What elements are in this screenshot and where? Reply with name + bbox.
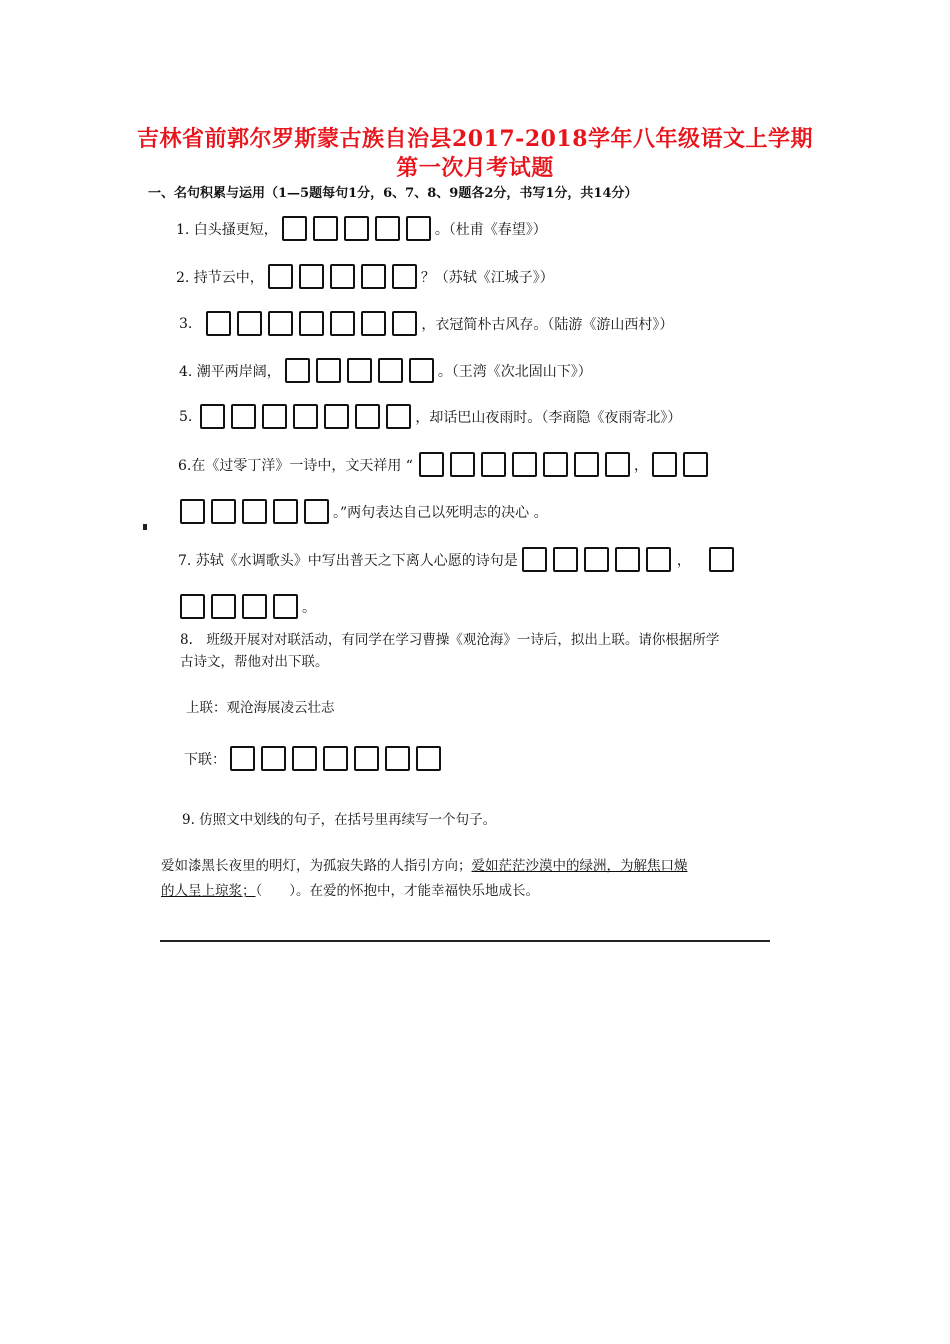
answer-box[interactable] (206, 311, 231, 336)
q4-suffix: 。（王湾《次北固山下》） (437, 363, 592, 380)
answer-box[interactable] (268, 264, 293, 289)
q6-prefix: 6.在《过零丁洋》一诗中，文天祥用 “ (178, 457, 413, 474)
q6-answer-boxes-a[interactable] (419, 452, 630, 477)
answer-box[interactable] (273, 594, 298, 619)
answer-box[interactable] (211, 594, 236, 619)
answer-box[interactable] (262, 404, 287, 429)
answer-box[interactable] (375, 216, 400, 241)
answer-box[interactable] (285, 358, 310, 383)
q9-passage-line1 (161, 855, 688, 878)
answer-box[interactable] (282, 216, 307, 241)
q9-underlined-sentence-a: 爱如茫茫沙漠中的绿洲，为解焦口燥 (471, 858, 688, 874)
answer-box[interactable] (180, 594, 205, 619)
answer-box[interactable] (406, 216, 431, 241)
answer-box[interactable] (299, 311, 324, 336)
question-7 (178, 547, 738, 572)
q1-prefix: 1. 白头搔更短， (176, 221, 278, 238)
q8-upper-couplet: 上联：观沧海展凌云壮志 (186, 700, 335, 716)
q2-prefix: 2. 持节云中， (176, 269, 264, 286)
answer-box[interactable] (416, 746, 441, 771)
answer-box[interactable] (313, 216, 338, 241)
answer-box[interactable] (574, 452, 599, 477)
answer-box[interactable] (354, 746, 379, 771)
q7-prefix: 7. 苏轼《水调歌头》中写出普天之下离人心愿的诗句是 (178, 552, 518, 569)
answer-box[interactable] (361, 264, 386, 289)
answer-box[interactable] (512, 452, 537, 477)
answer-box[interactable] (683, 452, 708, 477)
answer-box[interactable] (392, 311, 417, 336)
answer-box[interactable] (316, 358, 341, 383)
answer-box[interactable] (361, 311, 386, 336)
q7-suffix: 。 (302, 599, 316, 616)
answer-box[interactable] (273, 499, 298, 524)
answer-box[interactable] (378, 358, 403, 383)
answer-box[interactable] (709, 547, 734, 572)
answer-box[interactable] (237, 311, 262, 336)
q7-answer-boxes-b[interactable] (709, 547, 734, 572)
q3-suffix: ，衣冠简朴古风存。（陆游《游山西村》） (421, 316, 674, 333)
answer-box[interactable] (615, 547, 640, 572)
answer-box[interactable] (304, 499, 329, 524)
answer-box[interactable] (292, 746, 317, 771)
answer-box[interactable] (652, 452, 677, 477)
answer-box[interactable] (242, 594, 267, 619)
answer-box[interactable] (200, 404, 225, 429)
q8-text-line2: 古诗文，帮他对出下联。 (180, 654, 329, 670)
answer-box[interactable] (386, 404, 411, 429)
q5-answer-boxes[interactable] (200, 404, 411, 429)
question-3 (179, 311, 673, 336)
q2-answer-boxes[interactable] (268, 264, 417, 289)
answer-box[interactable] (299, 264, 324, 289)
question-2 (176, 264, 554, 289)
question-6 (178, 452, 712, 477)
exam-title-line1: 吉林省前郭尔罗斯蒙古族自治县2017-2018学年八年级语文上学期 (136, 126, 814, 152)
answer-box[interactable] (230, 746, 255, 771)
q1-suffix: 。（杜甫《春望》） (434, 221, 547, 238)
answer-box[interactable] (409, 358, 434, 383)
question-4 (179, 358, 592, 383)
q4-prefix: 4. 潮平两岸阔， (179, 363, 281, 380)
q4-answer-boxes[interactable] (285, 358, 434, 383)
q8-answer-boxes[interactable] (230, 746, 441, 771)
q9-passage-d: （ ）。在爱的怀抱中，才能幸福快乐地成长。 (255, 883, 539, 899)
answer-box[interactable] (231, 404, 256, 429)
scan-mark (143, 524, 147, 530)
q8-lower-couplet (184, 746, 445, 771)
answer-box[interactable] (646, 547, 671, 572)
answer-box[interactable] (385, 746, 410, 771)
q9-passage-line2 (161, 880, 539, 903)
question-5 (179, 404, 681, 429)
q9-instruction: 9. 仿照文中划线的句子，在括号里再续写一个句子。 (182, 812, 497, 828)
exam-title-line2: 第一次月考试题 (396, 155, 554, 181)
question-6-continued (180, 499, 548, 524)
answer-box[interactable] (543, 452, 568, 477)
answer-box[interactable] (268, 311, 293, 336)
question-1 (176, 216, 547, 241)
answer-box[interactable] (211, 499, 236, 524)
q1-answer-boxes[interactable] (282, 216, 431, 241)
answer-box[interactable] (584, 547, 609, 572)
question-7-continued (180, 594, 316, 619)
q3-prefix: 3. (179, 315, 193, 332)
section-heading: 一、名句积累与运用（1—5题每句1分，6、7、8、9题各2分，书写1分，共14分） (148, 186, 638, 201)
q8-lower-label: 下联： (184, 751, 226, 768)
answer-box[interactable] (481, 452, 506, 477)
answer-box[interactable] (261, 746, 286, 771)
answer-box[interactable] (522, 547, 547, 572)
answer-box[interactable] (330, 311, 355, 336)
q5-suffix: ，却话巴山夜雨时。（李商隐《夜雨寄北》） (415, 409, 682, 426)
q6-mid: ， (633, 457, 648, 474)
answer-box[interactable] (419, 452, 444, 477)
answer-box[interactable] (293, 404, 318, 429)
answer-box[interactable] (242, 499, 267, 524)
answer-box[interactable] (180, 499, 205, 524)
answer-box[interactable] (553, 547, 578, 572)
answer-box[interactable] (605, 452, 630, 477)
q5-prefix: 5. (179, 408, 193, 425)
answer-box[interactable] (324, 404, 349, 429)
q8-text-line1: 8. 班级开展对对联活动，有同学在学习曹操《观沧海》一诗后，拟出上联。请你根据所学 (180, 632, 720, 648)
answer-box[interactable] (392, 264, 417, 289)
q7-mid: ， (676, 552, 691, 569)
q6-answer-boxes-c[interactable] (180, 499, 329, 524)
q6-suffix: 。”两句表达自己以死明志的决心 。 (333, 504, 548, 521)
answer-box[interactable] (344, 216, 369, 241)
answer-box[interactable] (330, 264, 355, 289)
answer-box[interactable] (347, 358, 372, 383)
divider-line (160, 940, 770, 942)
answer-box[interactable] (323, 746, 348, 771)
answer-box[interactable] (355, 404, 380, 429)
q7-answer-boxes-c[interactable] (180, 594, 298, 619)
q9-passage-a: 爱如漆黑长夜里的明灯，为孤寂失路的人指引方向； (161, 858, 472, 874)
q7-answer-boxes-a[interactable] (522, 547, 671, 572)
answer-box[interactable] (450, 452, 475, 477)
q6-answer-boxes-b[interactable] (652, 452, 708, 477)
q2-suffix: ？（苏轼《江城子》） (420, 269, 554, 286)
q3-answer-boxes[interactable] (206, 311, 417, 336)
q9-underlined-sentence-b: 的人呈上琼浆； (161, 883, 256, 899)
